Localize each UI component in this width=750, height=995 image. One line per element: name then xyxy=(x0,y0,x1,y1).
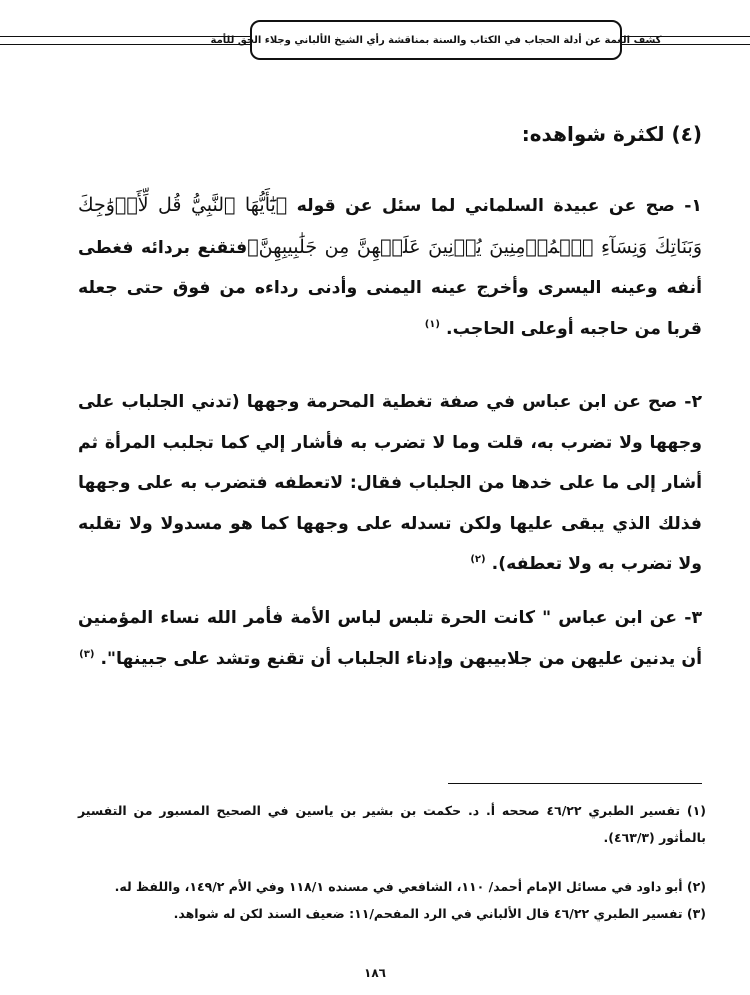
paragraph-1-lead: ١- صح عن عبيدة السلماني لما سئل عن قوله xyxy=(287,196,702,216)
footnote-ref-1[interactable]: (١) xyxy=(424,318,440,330)
section-title: (٤) لكثرة شواهده: xyxy=(521,122,702,146)
paragraph-1-tail: فتقنع بردائه فغطى أنفه وعينه اليسرى وأخرج عينه اليمنى وأدنى رداءه من فوق حتى جعله قربا من حاجبه أوعلى الحاجب. xyxy=(78,237,702,339)
footnote-2: (٢) أبو داود في مسائل الإمام أحمد/ ١١٠، الشافعي في مسنده ١١٨/١ وفي الأم ١٤٩/٢، واللفظ له. xyxy=(114,879,706,894)
footnote-3: (٣) تفسير الطبري ٤٦/٢٢ قال الألباني في الرد المفحم/١١: ضعيف السند لكن له شواهد. xyxy=(173,906,706,921)
paragraph-2-text: ٢- صح عن ابن عباس في صفة تغطية المحرمة وجهها (تدني الجلباب على وجهها ولا تضرب به، قلت وما لا تضرب به فأشار إلي كما تجلبب المرأة ثم أشار إلى ما على خدها من الجلباب فقال: لاتعطفه فتضرب به على وجهها فذلك الذي يبقى عليها ولكن تسدله على وجهها كما هو مسدولا ولا تقلبه ولا تضرب به ولا تعطفه). xyxy=(78,392,702,574)
footnote-separator xyxy=(448,783,702,784)
paragraph-1 xyxy=(78,185,702,349)
paragraph-3-text: ٣- عن ابن عباس " كانت الحرة تلبس لباس الأمة فأمر الله نساء المؤمنين أن يدنين عليهن من جلابيبهن وإدناء الجلباب أن تقنع وتشد على جبينها". xyxy=(78,608,702,669)
book-title: كشف الغمة عن أدلة الحجاب في الكتاب والسنة بمناقشة رأي الشيخ الألباني وجلاء الحق للأمة xyxy=(210,34,662,46)
paragraph-2 xyxy=(78,382,702,585)
footnote-ref-2[interactable]: (٢) xyxy=(470,554,486,566)
footnote-ref-3[interactable]: (٣) xyxy=(79,648,95,660)
footnote-1: (١) تفسير الطبري ٤٦/٢٢ صححه أ. د. حكمت بن بشير بن ياسين في الصحيح المسبور من التفسير بالمأثور (٤٦٣/٣). xyxy=(78,803,706,845)
quran-verse: ﴿يَٰٓأَيُّهَا ٱلنَّبِيُّ قُل لِّأَزۡوَٰجِكَ وَبَنَاتِكَ وَنِسَآءِ ٱلۡمُؤۡمِنِينَ يُدۡنِينَ عَلَيۡهِنَّ مِن جَلَٰبِيبِهِنَّ﴾ xyxy=(78,194,702,258)
page-number: ١٨٦ xyxy=(364,966,386,980)
running-header xyxy=(210,20,662,60)
paragraph-3 xyxy=(78,598,702,679)
